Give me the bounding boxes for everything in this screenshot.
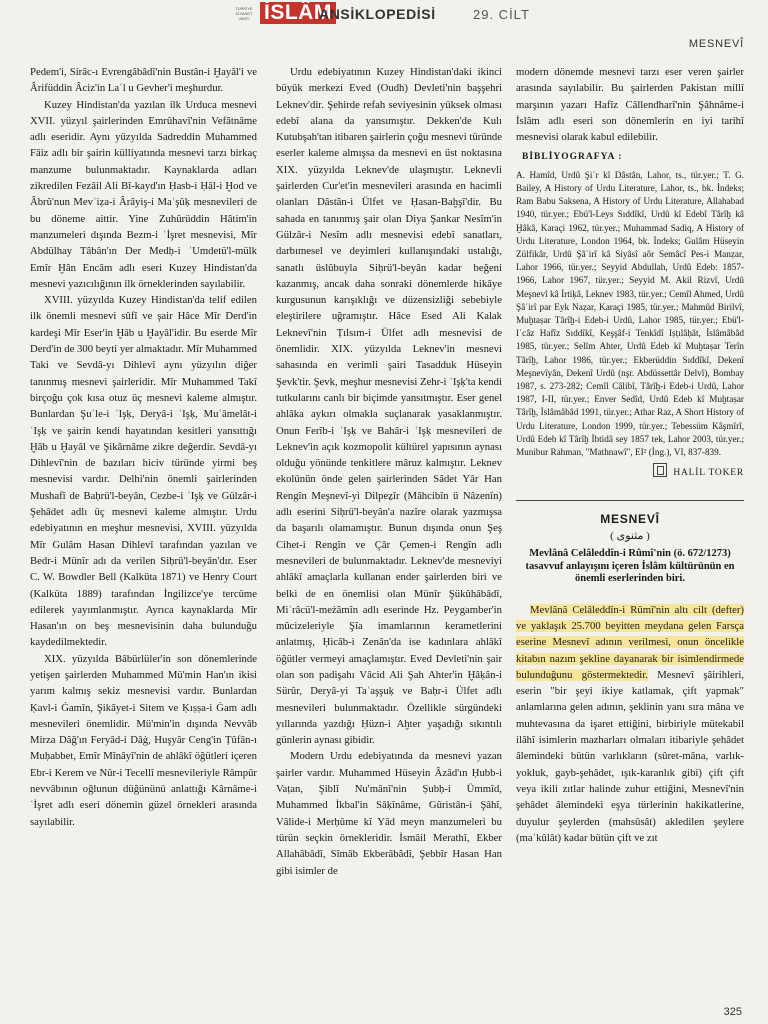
volume-label: 29. CİLT — [473, 7, 530, 22]
paragraph: Urdu edebiyatının Kuzey Hindistan'daki ikinci büyük merkezi Eved (Oudh) Devleti'nin başşehri Leknev'dir. Şehirde refah seviyesinin yüksek olması edebî alana da yansımıştır. Dekken'de Kulı Kutubşah'tan itibaren şairlerin çoğu mesnevi türünde eserler kaleme almışsa da mesnevi en üst noktasına XIX. yüzyılda Leknev'de ulaşmıştır. Leknevli şairlerden Cur'et'in mesnevileri arasında en hacimli olanları Dâstân-i Ülfet ve Ḥasan-Baḫşî'dir. Bu sahada en tanınmış şair olan Diya Şankar Nesîm'in Gülzâr-i Nesîm adlı mesnevisi edebî sanatları, darbımesel ve deyimleri kullanışındaki ustalığı, sanatlı üslûbuyla Siḥrü'l-beyân kadar beğeni kazanmış, ancak daha sonraki dönemlerde hikâye kurgusunun karışıklığı ve düzensizliği sebebiyle eleştirilere uğramıştır. Hâce Esed Ali Kalak Leknevî'nin Ṭılsım-i Ülfet adlı mesnevisi de önemlidir. XIX. yüzyılda Leknev'in mesnevi sahasında en verimli şairi Tasadduk Hüseyin Şevk'tir. Şevk, meşhur mesnevisi Zehr-i ʿIşḳ'ta kendi tutkularını canlı bir biçimde yansıtmıştır. Eser genel ahlâka aykırı olmakla suçlanarak yasaklanmıştır. Onun Ferîb-i ʿIşḳ ve Bahâr-i ʿIşḳ mesnevileri de Leknev'in açık kozmopolit kültürel yapısının aynası olduğu yönünde tenkitlere mâruz kalmıştır. Leknev ekolünün önde gelen şairlerinden Sâdet Yâr Han Rengîn Meşnevî-yi Dilpeẕîr (Mâhcibîn ü Nâzenîn) adlı eserini Siḥrü'l-beyân'a nazîre olarak yazmışsa da başarılı olamamıştır. Bunun dışında onun Şeş Cihet-i Rengîn ve Çâr Çemen-i Rengîn adlı mesnevileri de bulunmaktadır. Leknev'de mesneviyi ahlâkî amaçlarla kullanan ender şairlerden biri ve belki de en önemlisi olan Münîr Şükûhâbâdî, Miʿrâcü'l-meżâmîn adlı eserinde Hz. Peygamber'in mûcizeleriyle Şîa imamlarının kerametlerini anlatmış, Ḥicâb-i Zenân'da ise kadınlara ahlâkî öğütler vermeyi amaçlamıştır. Eved Devleti'nin şair olan son padişahı Vâcid Ali Şah Ahter'in Ḫâḳân-i Sürûr, Deryâ-yi Taʿaşşuḳ ve Baḥr-i Ülfet adlı mesnevileri bulunmaktadır. Özellikle sürgündeki yıllarında yazdığı Ḥüzn-i Aḫter yaşadığı sıkıntılı günlerin aynası gibidir. — [276, 66, 503, 747]
article-author — [516, 463, 744, 481]
article-description: Mevlânâ Celâleddîn-i Rûmî'nin (ö. 672/1273) tasavvuf anlayışını içeren İslâm kültürünün en önemli eserlerinden biri. — [525, 548, 735, 585]
paragraph: Pedem'i, Sirâc-ı Evrengâbâdî'nin Bustân-i Ḫayâl'i ve Ârifüddin Âciz'in Laʿl u Gevher'i meşhurdur. — [30, 66, 257, 95]
paragraph: XVIII. yüzyılda Kuzey Hindistan'da telif edilen ilk önemli mesnevi sûfî ve şair Hâce Mîr Derd'in kardeşi Mîr Eser'in Ḫâb u Ḫayâl'idir. Bu eserde Mîr Derd'in de 300 beyti yer almaktadır. Mîr Muhammed Taki ve Sevdâ-yı Dihlevî aynı yüzyılın diğer tanınmış mesnevi şairleridir. Mîr Muhammed Takî birçoğu çok kısa otuz üç mesnevi kaleme almıştır. Bunlardan Şuʿle-i ʿIşḳ, Deryâ-i ʿIşḳ, Muʿâmelât-i ʿIşḳ ve şairin kendi hayatından kesitleri yansıttığı Ḫâb u Ḫayâl ve Şikârnâme zikre değerdir. Sevdâ-yı Dihlevî'nin de bazıları hiciv türünde yirmi beş mesnevisi vardır. Delhi'nin önemli şairlerinden Mushafî de Baḥrü'l-beyân, Cezbe-i ʿIşḳ ve Gülzâr-i Şehâdet adlı üç mesnevi kaleme almıştır. Urdu edebiyatının en meşhur mesnevisi, XVIII. yüzyılda Mîr Gulâm Hasan Dihlevî tarafından yazılan ve Bedr-i Münîr adı da verilen Siḥrü'l-beyân'dır. Eser C. W. Bowdler Bell (Kalküta 1871) ve Henry Court (Kalküta 1889) tarafından İngilizce'ye tercüme edilerek yayımlanmıştır. Ayrıca kaynaklarda Mîr Hasan'ın on beş mesnevisinin daha bulunduğu kaydedilmektedir. — [30, 294, 257, 649]
paragraph — [516, 602, 744, 846]
publisher-logo-text: TÜRKİYE DİYANET VAKFI — [235, 6, 253, 21]
article-title-arabic: ( مثنوی ) — [610, 529, 650, 542]
column-left — [30, 64, 257, 830]
paragraph: XIX. yüzyılda Bâbürlüler'in son dönemlerinde yetişen şairlerden Muhammed Mü'min Han'ın ikisi yarım kalmış sekiz mesnevisi vardır. Bunlardan Ḳavl-i Ġamîn, Şikâyet-i Sitem ve Ḳıṣṣa-i Ġam adlı mesnevileri önemlidir. Mü'min'in dışında Nevvâb Mirza Dâğ'ın Feryâd-i Dâġ, Huşyâr Ceng'in Ṭûfân-ı Muḥabbet, Emîr Mînâyî'nin de ahlâkî öğütleri içeren Ebr-i Kerem ve Nûr-i Tecellî mesnevileriyle Râmpûr nevvâbının oğlunun düğününü anlattığı Kârnâme-i ʿİşret adlı eseri dönemin güzel örnekleri arasında sayılabilir. — [30, 652, 257, 828]
paragraph: Kuzey Hindistan'da yazılan ilk Urduca mesnevi XVII. yüzyıl şairlerinden Emrûhavî'nin Vefâtnâme adlı eseridir. Aynı yüzyılda Sadreddin Muhammed Fâiz adlı bir şairin külliyatında mesnevi tarzı birkaç manzume bulunmaktadır. Kaynaklarda adları zikredilen Fezâil Ali Bî-kayd'ın Ḥasb-i Ḥâl-i Ḫod ve Âbrû'nun Mevʿiẓa-i Ârâyiş-i Maʿşûḳ mesnevileri de bu döneme aittir. Yine Zuhûrüddin Hâtim'in manzumeleri dışında Bezm-i ʿİşret mesnevisi, Mîr Abdülhay Tâbân'ın Der Medḥ-i ʿUmdetü'l-mülk Emîr Ḫân Encâm adlı eseri Kuzey Hindistan'da mesnevi yazıcılığının ilk örneklerinden sayılabilir. — [30, 98, 257, 290]
page-header — [0, 0, 768, 30]
divider — [516, 500, 744, 501]
column-right — [516, 64, 744, 846]
bibliography-heading: BİBLİYOGRAFYA : — [522, 152, 623, 163]
encyclopedia-title: ANSİKLOPEDİSİ — [319, 6, 436, 22]
page-number: 325 — [723, 1006, 742, 1018]
encyclopedia-logo: İSLÂM — [260, 2, 336, 24]
author-name: HALİL TOKER — [673, 468, 744, 479]
article-title: MESNEVÎ — [600, 511, 660, 526]
bibliography: A. Hamîd, Urdû Şiʿr kî Dâstân, Lahor, ts., tür.yer.; T. G. Bailey, A History of Urdu Literature, Lahor, ts., bk. İndeks; Ram Babu Saksena, A History of Urdu Literature, Allahabad 1940, tür.yer.; Ebü'l-Leys Sıddîkî, Urdû kî Edebî Târîḫ kâ Ḫâkâ, Karaçi 1962, tür.yer.; Muhammad Sadiq, A History of Urdu Literature, London 1964, bk. İndeks; Gulâm Hüseyin Zülfikâr, Urdû Şâʿirî kâ Siyâsî aôr Semâcî Pes-i Manẓar, Lahor 1966, tür.yer.; Seyyid Abdullah, Urdû Edeb: 1857-1966, Lahor 1967, tür.yer.; Seyyid M. Akil Rizvî, Urdû Meşnevî kâ İrtiḳâ, Leknev 1983, tür.yer.; Cemîl Ahmed, Urdû Şâʿirî par Eyk Naẓar, Karaçi 1985, tür.yer.; Mahmûd Birilvî, Muḫtaṣar Târîḫ-i Edeb-i Urdû, Lahor 1985, tür.yer.; Ebü'l-Iʿcâz Hafîz Sıddîkî, Keşşâf-i Tenkîdî Iṣṭılâḥât, İslâmâbâd 1985, tür.yer.; Selîm Ahter, Urdû Edeb kî Muḫtaṣar Terîn Târîḫ, Lahor 1986, tür.yer.; Ekberüddin Sıddîkî, Dekenî Meşnevîyân, Dekenî Urdû (nşr. Abdüssettâr Delvî), Bombay 1987, s. 273-282; Cemîl Câlibî, Târîḫ-i Edeb-i Urdû, Lahor 1987, I-II, tür.yer.; Enver Sedîd, Urdû Edeb kî Muḫtaṣar Târîḫ, İslâmâbâd 1991, tür.yer.; Athar Raz, A Short History of Urdu Literature, London 1999, tür.yer.; Tebessüm Kâşmîrî, Urdû Edeb kî Târîḫ İbtidâ sey 1857 tek, Lahor 2003, tür.yer.; Munibur Rahman, "Mathnawî", EI² (İng.), VI, 837-839. — [516, 169, 744, 458]
paragraph: modern dönemde mesnevi tarzı eser veren şairler arasında sayılabilir. Bu şairlerden Pakistan millî marşının yazarı Hafîz Câllendharî'nin Şâhnâme-i İslâm adlı eseri son dönemlerin en iyi tarihî mesnevisi olarak kabul edilebilir. — [516, 66, 744, 144]
highlighted-text: Mevlânâ Celâleddîn-i Rûmî'nin altı cilt (defter) ve yaklaşık 25.700 beyitten meydana gelen Farsça eserine Mesnevî adının verilmesi, onun öncelikle kitabın nazım şekline dayanarak bir isimlendirmede bulunduğunu göstermektedir. — [516, 603, 744, 681]
column-middle — [276, 64, 502, 879]
running-head: MESNEVÎ — [688, 38, 744, 50]
paragraph-text: Mesnevî şâirihleri, eserin "bir şeyi ikiye katlamak, çift yapmak" anlamlarına gelen adının, şeklinin yanı sıra mâna ve muhtevasına da işaret ettiğini, birbiriyle mütekabil ilâhî isimlerin mazharları olmaları itibariyle şehâdet âlemindeki bütün varlıkların (sûret-mâna, varlık-yokluk, gayb-şehâdet, ışık-karanlık gibi) çift çift veya ikili zıtlar halinde zuhur ettiğini, Mesnevî'nin şehâdet âlemindeki eşya türlerinin hakikatlerine, duyulur şeylerden (mahsûsât) akledilen şeylere (maʿkûlât) kadar bütün çift ve zıt — [516, 668, 744, 844]
signature-mark-icon — [653, 463, 667, 477]
paragraph: Modern Urdu edebiyatında da mesnevi yazan şairler vardır. Muhammed Hüseyin Âzâd'ın Ḥubb-i Vaṭan, Şiblî Nu'mânî'nin Ṣubḥ-i Ümmîd, Muhammed İkbal'in Sâḳînâme, Gûristân-i Şâhî, Vâlide-i Merḥûme kî Yâd meyn manzumeleri bu türün seçkin örnekleridir. İsmâil Merathî, Ekber Allahâbâdî, Sîmâb Ekberâbâdî, Şebbîr Hasan Han gibi isimler de — [276, 750, 502, 877]
